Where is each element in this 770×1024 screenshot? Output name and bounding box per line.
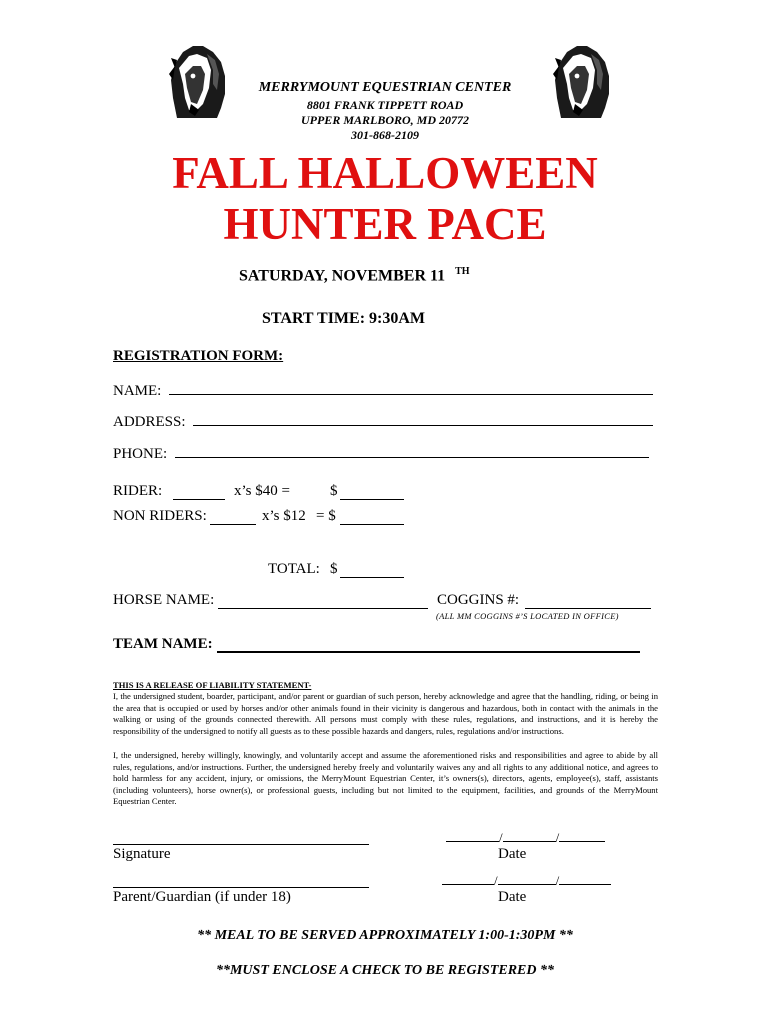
phone-label: PHONE: — [113, 446, 168, 462]
name-row — [113, 383, 653, 400]
org-phone: 301-868-2109 — [351, 128, 419, 142]
release-paragraph-1: I, the undersigned student, boarder, participant, and/or parent or guardian of such person, hereby acknowledge and agree that the handling, riding, or being in the area that is occupied or used by horses and/or other animals found in their vicinity is dangerous and hazardous, both in contact with the animals in the walking or using of the grounds connected therewith. All persons must comply with these rules, regulations, and instructions, and it is hereby the responsibility of the undersigned to notify all guests as to these possible hazards and dangers, rules, regulations and/or instructions. — [113, 691, 658, 736]
rider-amount-field[interactable] — [340, 498, 404, 500]
date-field-2[interactable] — [442, 873, 611, 889]
rider-count-field[interactable] — [173, 498, 225, 500]
phone-row — [113, 446, 649, 463]
start-time: START TIME: 9:30AM — [262, 310, 426, 327]
event-date-suffix: TH — [455, 266, 470, 277]
org-address-line2: UPPER MARLBORO, MD 20772 — [300, 113, 470, 127]
rider-dollar: $ — [330, 483, 338, 499]
date-field-1[interactable] — [446, 830, 605, 846]
title-line1: FALL HALLOWEEN — [172, 148, 598, 198]
horse-name-field[interactable] — [218, 607, 428, 609]
team-name-field[interactable] — [217, 650, 640, 653]
signature-field[interactable] — [113, 843, 369, 845]
date-slash: / — [499, 830, 503, 845]
coggins-label: COGGINS #: — [437, 592, 520, 608]
nonrider-label: NON RIDERS: — [113, 508, 207, 524]
title-line2: HUNTER PACE — [223, 199, 547, 249]
address-field[interactable] — [193, 424, 653, 426]
event-date-text: SATURDAY, NOVEMBER 11 — [239, 267, 446, 285]
nonrider-amount-field[interactable] — [340, 523, 404, 525]
coggins-note: (ALL MM COGGINS #’S LOCATED IN OFFICE) — [436, 611, 619, 621]
name-label: NAME: — [113, 383, 162, 399]
total-dollar: $ — [330, 561, 338, 577]
date-slash: / — [555, 873, 560, 888]
signature-label: Signature — [113, 846, 171, 862]
address-row — [113, 414, 653, 431]
release-paragraph-2: I, the undersigned, hereby willingly, knowingly, and voluntarily accept and assume the aforementioned risks and responsibilities and agree to abide by all rules, regulations, and/or instructions. Further, the undersigned hereby freely and voluntarily waives any and all rights to any additional notice, and agrees to hold harmless for any accident, injury, or omissions, the MerryMount Equestrian Center, it’s owners(s), directors, agents, employee(s), staff, assistants (including volunteers), horse owner(s), or professional guests, including but not limited to the equipment, facilities, and grounds of the MerryMount Equestrian Center. — [113, 750, 658, 807]
name-field[interactable] — [169, 393, 653, 395]
date-label-2: Date — [498, 889, 527, 905]
guardian-signature-field[interactable] — [113, 886, 369, 888]
org-name: MERRYMOUNT EQUESTRIAN CENTER — [258, 80, 512, 95]
phone-field[interactable] — [175, 456, 649, 458]
meal-notice: ** MEAL TO BE SERVED APPROXIMATELY 1:00-1:30PM ** — [197, 928, 573, 943]
total-label: TOTAL: — [268, 561, 320, 577]
date-slash: / — [555, 830, 560, 845]
team-name-label: TEAM NAME: — [113, 636, 213, 652]
total-amount-field[interactable] — [340, 576, 404, 578]
date-slash: / — [494, 873, 498, 888]
check-notice: **MUST ENCLOSE A CHECK TO BE REGISTERED ** — [215, 963, 555, 978]
rider-rate: x’s $40 = — [234, 483, 290, 499]
horse-name-label: HORSE NAME: — [113, 592, 215, 608]
registration-heading: REGISTRATION FORM: — [113, 348, 284, 364]
event-date — [239, 266, 470, 285]
rider-label: RIDER: — [113, 483, 163, 499]
nonrider-rate: x’s $12 — [262, 508, 306, 524]
nonrider-count-field[interactable] — [210, 523, 256, 525]
nonrider-equals: = $ — [316, 508, 336, 524]
org-address-line1: 8801 FRANK TIPPETT ROAD — [306, 98, 464, 112]
address-label: ADDRESS: — [113, 414, 186, 430]
guardian-label: Parent/Guardian (if under 18) — [113, 889, 291, 905]
release-heading: THIS IS A RELEASE OF LIABILITY STATEMENT- — [113, 680, 312, 690]
date-label-1: Date — [498, 846, 527, 862]
coggins-field[interactable] — [525, 607, 651, 609]
